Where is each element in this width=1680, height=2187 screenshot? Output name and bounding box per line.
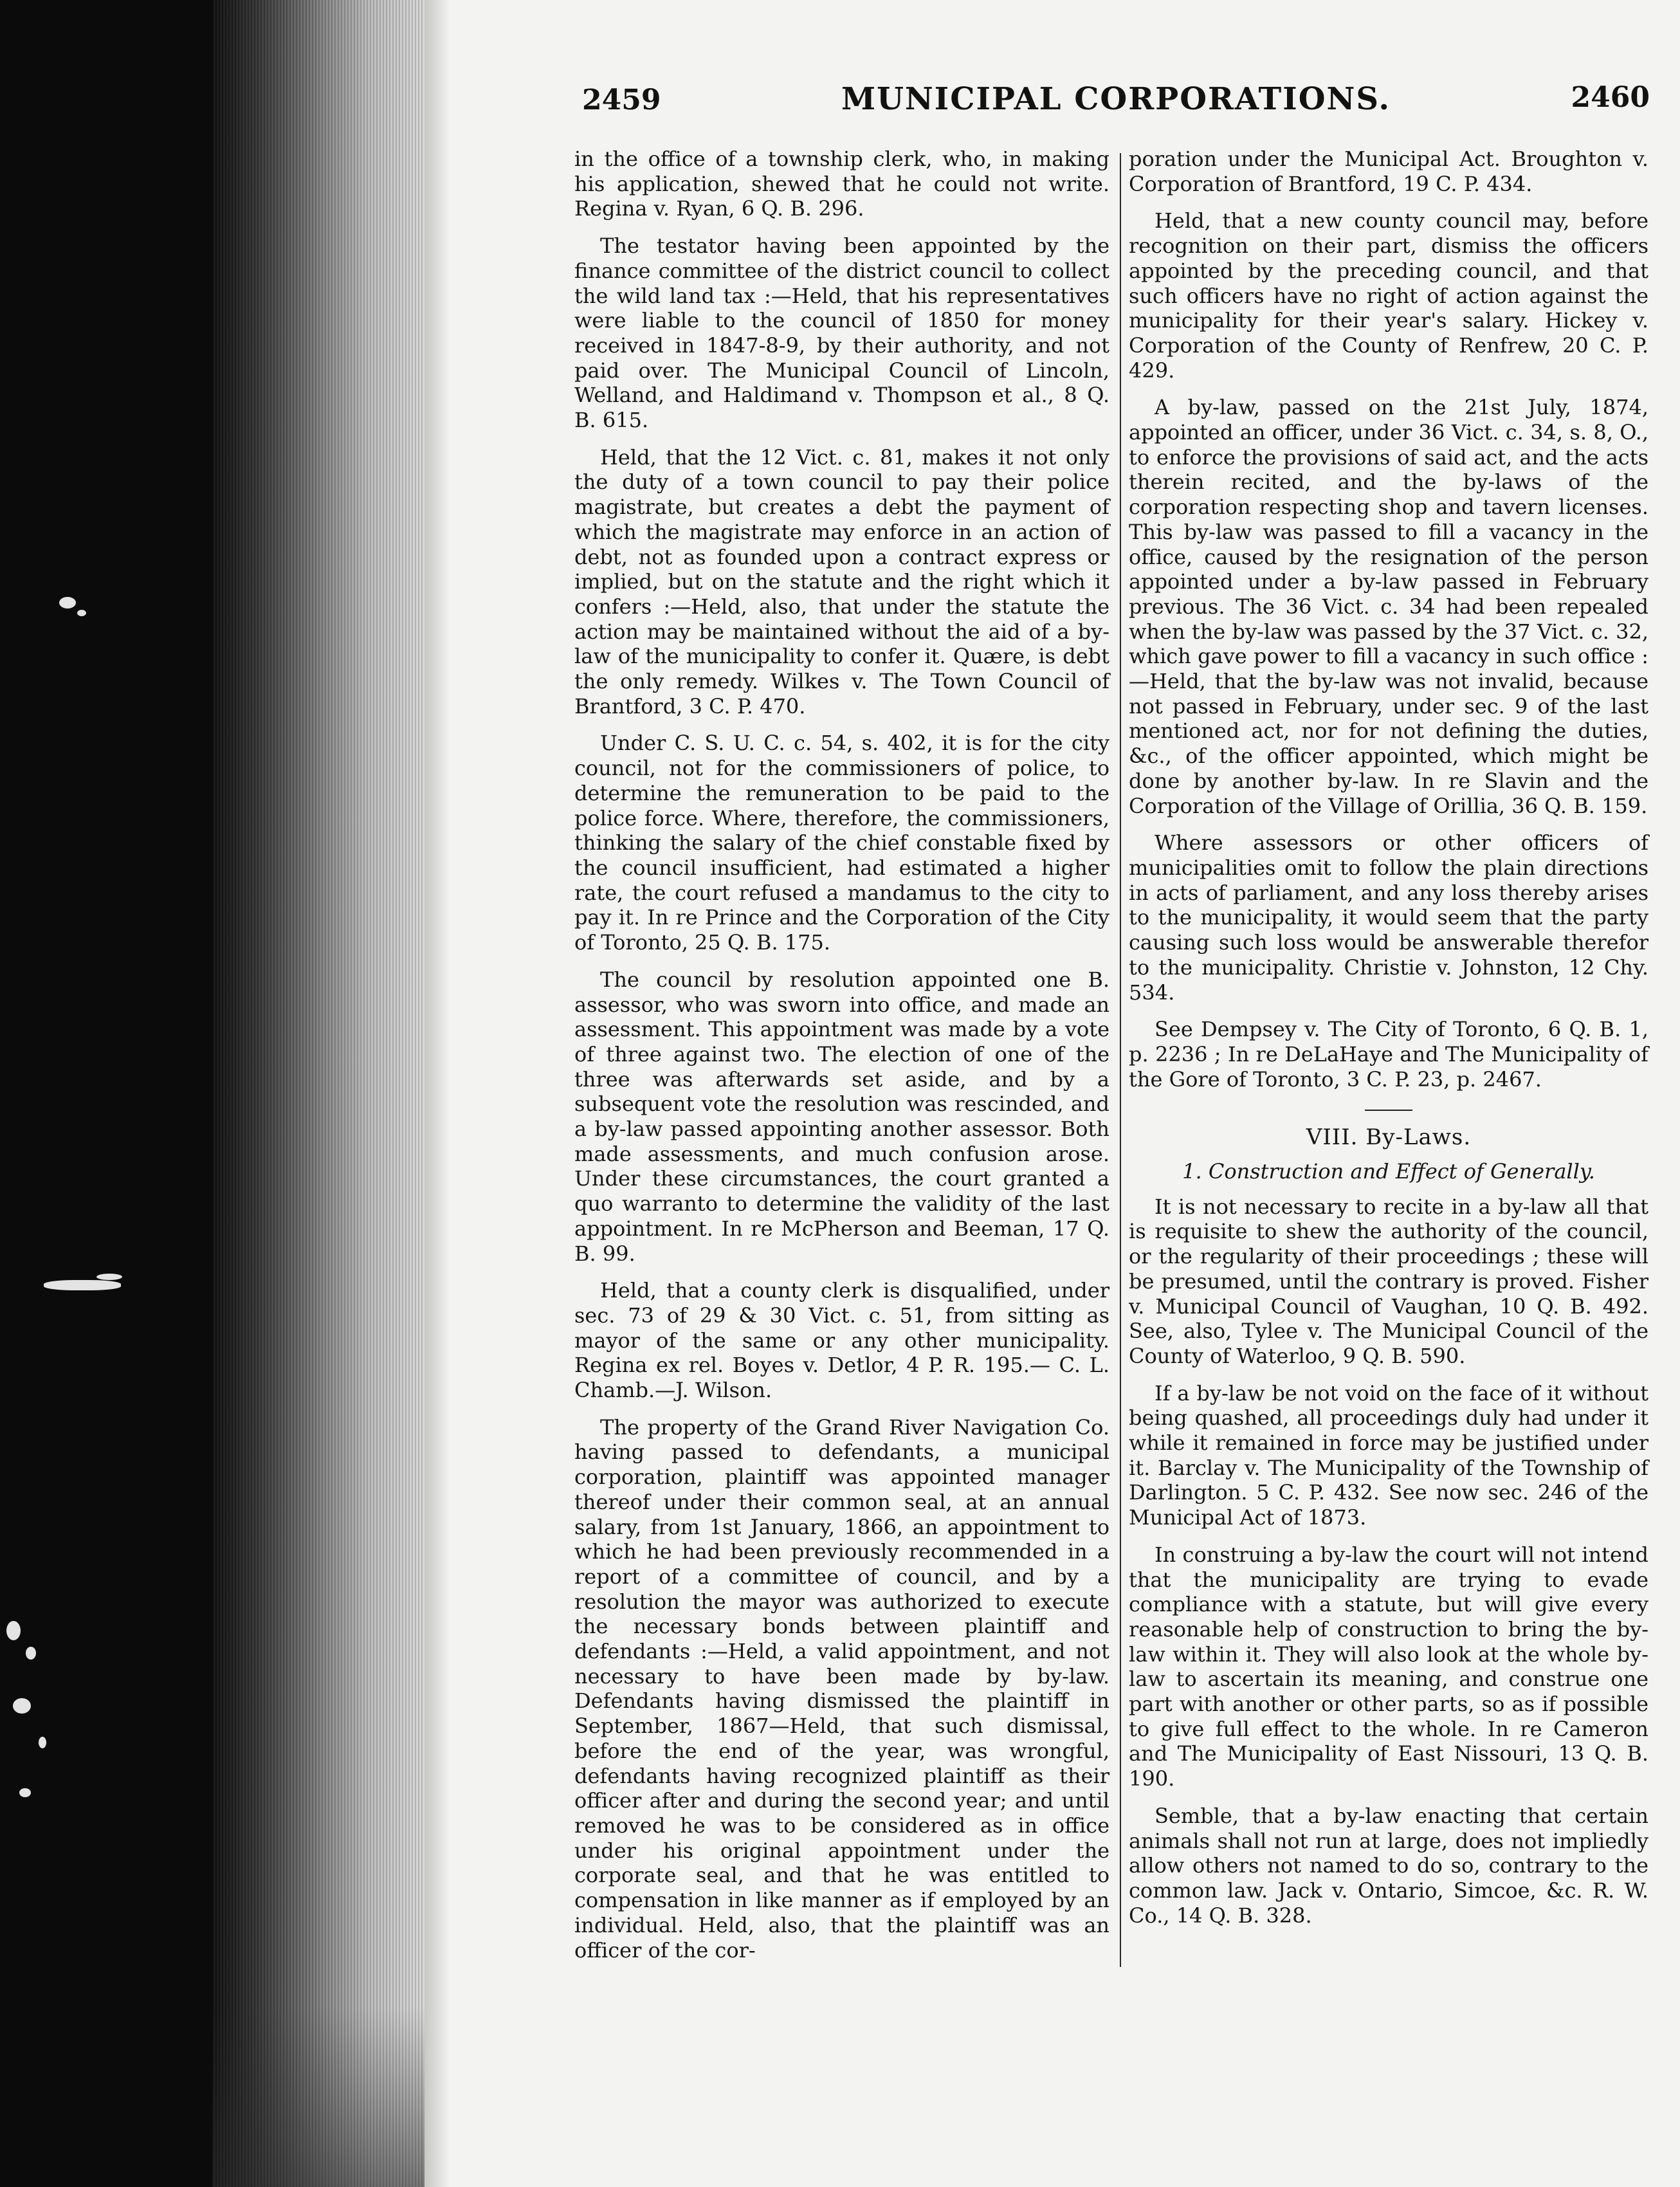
paragraph: Semble, that a by-law enacting that certain animals shall not run at large, does not impliedly allow others not named to do so, contrary to the common law. Jack v. Ontario, Simcoe, &c. R. W. Co., 14 Q. B. 328. [1129, 1803, 1648, 1928]
left-page-number: 2459 [582, 84, 661, 116]
paragraph: Held, that a new county council may, before recognition on their part, dismiss the officers appointed by the preceding council, and that such officers have no right of action against the municipality for their year's salary. Hickey v. Corporation of the County of Renfrew, 20 C. P. 429. [1129, 208, 1648, 383]
subsection-heading: 1. Construction and Effect of Generally. [1182, 1159, 1595, 1184]
page-gutter-shadow [425, 0, 450, 2187]
paragraph: Under C. S. U. C. c. 54, s. 402, it is for the city council, not for the commissioners of police, to determine the remuneration to be paid to the police force. Where, therefore, the commissioners, thinking the salary of the chief constable fixed by the council insufficient, had estimated a higher rate, the court refused a mandamus to the city to pay it. In re Prince and the Corporation of the City of Toronto, 25 Q. B. 175. [574, 731, 1109, 955]
paragraph: The council by resolution appointed one B. assessor, who was sworn into office, and made an assessment. This appointment was made by a vote of three against two. The election of one of the three was afterwards set aside, and by a subsequent vote the resolution was rescinded, and a by-law passed appointing another assessor. Both made assessments, and much confusion arose. Under these circumstances, the court granted a quo warranto to determine the validity of the last appointment. In re McPherson and Beeman, 17 Q. B. 99. [574, 967, 1109, 1266]
paragraph: If a by-law be not void on the face of it without being quashed, all proceedings duly had under it while it remained in force may be justified under it. Barclay v. The Municipality of the Township of Darlington. 5 C. P. 432. See now sec. 246 of the Municipal Act of 1873. [1129, 1380, 1648, 1530]
scan-speck [26, 1647, 36, 1660]
paragraph: Held, that the 12 Vict. c. 81, makes it not only the duty of a town council to pay their police magistrate, but creates a debt the payment of which the magistrate may enforce in an action of debt, not as founded upon a contract express or implied, but on the statute and the right which it confers :—Held, also, that under the statute the action may be maintained without the aid of a by-law of the municipality to confer it. Quære, is debt the only remedy. Wilkes v. The Town Council of Brantford, 3 C. P. 470. [574, 444, 1109, 718]
paragraph: It is not necessary to recite in a by-law all that is requisite to shew the authority of the council, or the regularity of their proceedings ; these will be presumed, until the contrary is proved. Fisher v. Municipal Council of Vaughan, 10 Q. B. 492. See, also, Tylee v. The Municipal Council of the County of Waterloo, 9 Q. B. 590. [1129, 1194, 1648, 1368]
left-column [574, 147, 1109, 1975]
paragraph: The property of the Grand River Navigation Co. having passed to defendants, a municipal corporation, plaintiff was appointed manager thereof under their common seal, at an annual salary, from 1st January, 1866, an appointment to which he had been previously recommended in a report of a committee of council, and by a resolution the mayor was authorized to execute the necessary bonds between plaintiff and defendants :—Held, a valid appointment, and not necessary to have been made by by-law. Defendants having dismissed the plaintiff in September, 1867—Held, that such dismissal, before the end of the year, was wrongful, defendants having recognized plaintiff as their officer after and during the second year; and until removed he was to be considered as in office under his original appointment under the corporate seal, and that he was entitled to compensation in like manner as if employed by an individual. Held, also, that the plaintiff was an officer of the cor- [574, 1414, 1109, 1963]
scan-speck [39, 1737, 46, 1748]
section-divider [1365, 1110, 1412, 1111]
paragraph: Where assessors or other officers of municipalities omit to follow the plain directions in acts of parliament, and any loss thereby arises to the municipality, it would seem that the party causing such loss would be answerable therefor to the municipality. Christie v. Johnston, 12 Chy. 534. [1129, 830, 1648, 1005]
paragraph: A by-law, passed on the 21st July, 1874, appointed an officer, under 36 Vict. c. 34, s. 8, O., to enforce the provisions of said act, and the acts therein recited, and the by-laws of the corporation respecting shop and tavern licenses. This by-law was passed to fill a vacancy in the office, caused by the resignation of the person appointed under a by-law passed in February previous. The 36 Vict. c. 34 had been repealed when the by-law was passed by the 37 Vict. c. 32, which gave power to fill a vacancy in such office :—Held, that the by-law was not invalid, because not passed in February, under sec. 9 of the last mentioned act, nor for not defining the duties, &c., of the officer appointed, which might be done by another by-law. In re Slavin and the Corporation of the Village of Orillia, 36 Q. B. 159. [1129, 395, 1648, 818]
column-divider [1120, 153, 1121, 1967]
scan-speck [19, 1788, 31, 1797]
scan-speck [44, 1280, 121, 1290]
paragraph: The testator having been appointed by the finance committee of the district council to collect the wild land tax :—Held, that his representatives were liable to the council of 1850 for money received in 1847-8-9, by their authority, and not paid over. The Municipal Council of Lincoln, Welland, and Haldimand v. Thompson et al., 8 Q. B. 615. [574, 233, 1109, 433]
paragraph: In construing a by-law the court will not intend that the municipality are trying to evade compliance with a statute, but will give every reasonable help of construction to bring the by-law within it. They will also look at the whole by-law to ascertain its meaning, and construe one part with another or other parts, so as if possible to give full effect to the whole. In re Cameron and The Municipality of East Nissouri, 13 Q. B. 190. [1129, 1542, 1648, 1791]
scan-speck [59, 597, 76, 609]
paragraph: in the office of a township clerk, who, in making his application, shewed that he could not write. Regina v. Ryan, 6 Q. B. 296. [574, 147, 1109, 221]
running-title: MUNICIPAL CORPORATIONS. [841, 81, 1391, 117]
right-page-number: 2460 [1571, 81, 1650, 114]
scan-speck [6, 1621, 21, 1640]
scan-speck [13, 1698, 31, 1714]
running-header [582, 81, 1650, 130]
page-stack-texture [212, 0, 425, 2187]
right-column [1129, 147, 1648, 1940]
section-heading: VIII. By-Laws. [1306, 1124, 1472, 1151]
scan-speck [77, 610, 86, 616]
scan-speck [96, 1274, 122, 1280]
paragraph: See Dempsey v. The City of Toronto, 6 Q. B. 1, p. 2236 ; In re DeLaHaye and The Municipality of the Gore of Toronto, 3 C. P. 23, p. 2467. [1129, 1017, 1648, 1092]
paragraph: Held, that a county clerk is disqualified, under sec. 73 of 29 & 30 Vict. c. 51, from sitting as mayor of the same or any other municipality. Regina ex rel. Boyes v. Detlor, 4 P. R. 195.— C. L. Chamb.—J. Wilson. [574, 1278, 1109, 1403]
paragraph: poration under the Municipal Act. Broughton v. Corporation of Brantford, 19 C. P. 434. [1129, 147, 1648, 196]
